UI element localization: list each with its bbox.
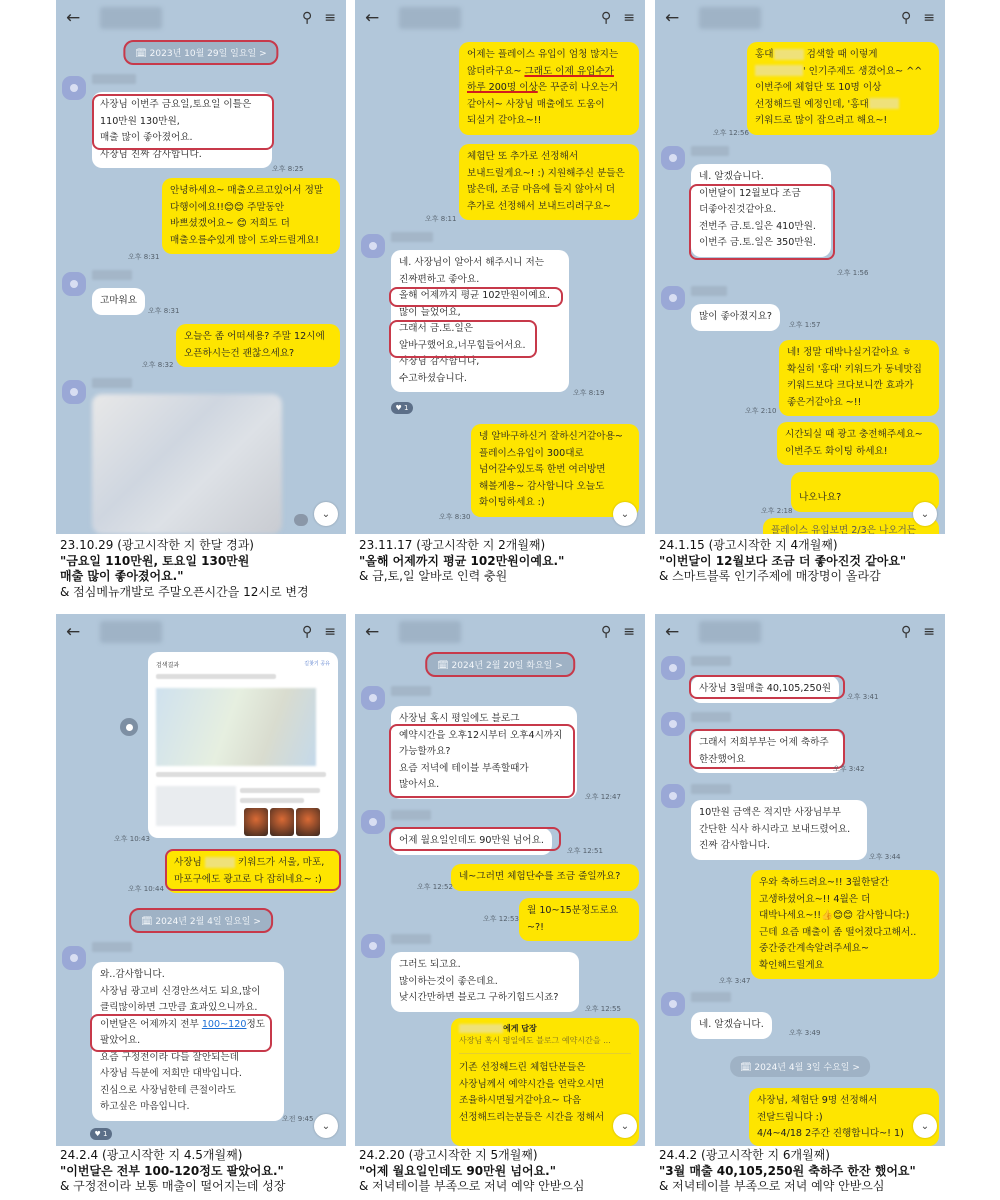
message-line: 어제는 플레이스 유입이 엄청 많지는 — [467, 49, 619, 60]
message-line: 진짜편하고 좋아요. — [399, 273, 480, 285]
scroll-down-button[interactable]: ⌄ — [613, 1114, 637, 1138]
chat-screen — [655, 0, 945, 534]
timestamp: 오후 12:55 — [585, 1005, 621, 1013]
blurred-line — [156, 772, 326, 777]
message-line: 사장님께서 예약시간을 연락오시면 — [459, 1078, 605, 1090]
message-line: 좋은거같아요 ~!! — [787, 396, 862, 408]
message-bubble-received: 네. 알겠습니다. — [691, 1012, 772, 1039]
message-line: 선정해드리는분들은 시간을 정해서 — [459, 1111, 605, 1123]
back-arrow-icon[interactable]: ← — [365, 622, 380, 642]
message-bubble-sent — [749, 1088, 939, 1146]
message-line: 가능할까요? — [399, 746, 451, 757]
message-line: 사장님 감사합니다, — [399, 356, 480, 367]
caption-note: & 스마트블록 인기주제에 매장명이 올라감 — [659, 569, 881, 583]
message-line: 보내드릴게요~! :) 지원해주신 분들은 — [467, 167, 625, 179]
message-line: 사장님 득분에 저희만 대박입니다. — [100, 1068, 242, 1079]
timestamp: 오후 8:25 — [272, 165, 304, 173]
menu-icon[interactable]: ≡ — [923, 624, 935, 640]
back-arrow-icon[interactable]: ← — [66, 8, 81, 28]
message-line: 이번달이 12월보다 조금 — [699, 187, 801, 199]
message-line: 진심으로 사장님한테 큰절이라도 — [100, 1084, 236, 1096]
timestamp: 오후 12:52 — [417, 883, 453, 891]
avatar[interactable] — [62, 380, 86, 404]
caption-date: 23.10.29 (광고시작한 지 한달 경과) — [60, 538, 254, 552]
message-line: 매출오를수있게 많이 도와드릴게요! — [170, 234, 319, 246]
highlight-box — [389, 827, 561, 851]
message-bubble-sent — [162, 178, 340, 254]
date-divider[interactable]: 🗓 2024년 2월 4일 일요일 > — [129, 908, 273, 933]
text: 이번달은 어제까지 전부 — [100, 1018, 202, 1030]
caption-date: 24.2.4 (광고시작한 지 4.5개월째) — [60, 1148, 243, 1162]
highlight-box — [689, 675, 845, 699]
name-blurred — [459, 1024, 503, 1033]
chat-header — [355, 0, 645, 36]
message-bubble-received: 어제 월요일인데도 90만원 넘어요. — [391, 828, 552, 855]
message-line: 바쁘셨겠어요~ 😊 저희도 더 — [170, 218, 290, 229]
text: 선정해드릴 예정인데, '홍대 — [755, 98, 869, 110]
caption-note: & 구정전이라 보통 매출이 떨어지는데 성장 — [60, 1179, 286, 1193]
message-line: 그래서 저희부부는 어제 축하주 — [699, 737, 829, 748]
message-line: 많이 늘었어요, — [399, 306, 461, 318]
message-line: 사장님 이번주 금요일,토요일 이틀은 — [100, 99, 252, 110]
chat-screen — [56, 0, 346, 534]
card-link[interactable]: 길찾기 공유 — [304, 661, 330, 667]
scroll-down-button[interactable]: ⌄ — [314, 1114, 338, 1138]
underlined-text: 그래도 이제 유입수가 — [524, 65, 614, 77]
message-line: 오픈하시는건 괜찮으세요? — [184, 347, 295, 359]
timestamp: 오후 8:32 — [142, 361, 174, 369]
caption — [659, 1148, 959, 1195]
timestamp: 오후 3:49 — [789, 1029, 821, 1037]
timestamp: 오후 3:44 — [869, 853, 901, 861]
timestamp: 오후 8:31 — [148, 307, 180, 315]
message-line: 네. 알겠습니다. — [699, 171, 764, 182]
message-line — [755, 97, 931, 114]
message-line: 하고싶은 마음입니다. — [100, 1101, 190, 1112]
caption-date: 24.4.2 (광고시작한 지 6개월째) — [659, 1148, 830, 1162]
text: 홍대 — [755, 49, 774, 60]
avatar[interactable] — [62, 272, 86, 296]
avatar[interactable] — [62, 946, 86, 970]
message-line: 110만원 130만원, — [100, 115, 180, 127]
text: 키워드가 서울, 마포, — [234, 857, 325, 868]
message-line: 조율하시면될거같아요~ 다음 — [459, 1095, 582, 1106]
sender-name-blurred — [691, 992, 731, 1002]
message-line: 마포구에도 광고로 다 잡히네요~ :) — [174, 873, 322, 885]
sender-name-blurred — [92, 378, 132, 388]
sender-name-blurred — [92, 74, 136, 84]
message-line: 4/4~4/18 2주간 진행합니다~! 1) — [757, 1128, 904, 1139]
timestamp: 오전 9:45 — [282, 1115, 314, 1123]
timestamp: 오후 12:47 — [585, 793, 621, 801]
scroll-down-button[interactable]: ⌄ — [913, 502, 937, 526]
back-arrow-icon[interactable]: ← — [665, 8, 680, 28]
message-line: 오늘은 좀 어떠세용? 주말 12시에 — [184, 331, 325, 342]
map-thumbnail[interactable] — [156, 688, 316, 766]
highlight-box — [90, 1014, 272, 1052]
timestamp: 오후 12:51 — [567, 847, 603, 855]
sender-name-blurred — [391, 232, 433, 242]
message-line — [755, 47, 931, 64]
caption-quote: "이번달이 12월보다 조금 더 좋아진것 같아요" — [659, 553, 907, 568]
caption — [60, 538, 360, 600]
timestamp: 오후 3:41 — [847, 693, 879, 701]
avatar[interactable] — [661, 784, 685, 808]
highlight-box — [689, 184, 835, 260]
chat-title-blurred — [399, 621, 461, 643]
chat-header — [56, 0, 346, 36]
avatar[interactable] — [361, 686, 385, 710]
message-line: 낮시간만하면 블로그 구하기힘드시죠? — [399, 992, 559, 1003]
message-line: 와..감사합니다. — [100, 969, 165, 980]
highlight-box — [389, 724, 575, 798]
avatar[interactable] — [361, 810, 385, 834]
message-line: 추가로 선정해서 보내드리려구요~ — [467, 200, 611, 212]
message-line: 시간되실 때 광고 충전해주세요~ — [785, 429, 923, 440]
message-line: 사장님 광고비 신경안쓰셔도 되요,많이 — [100, 985, 261, 997]
message-line: 이번주에 체험단 또 10명 이상 — [755, 82, 882, 93]
highlight-box — [165, 849, 341, 891]
message-line: 화이팅하세요 :) — [479, 497, 545, 508]
message-line: 그러도 되고요. — [399, 959, 461, 970]
caption-quote: 매출 많이 좋아졌어요." — [60, 569, 184, 583]
search-icon[interactable]: ⚲ — [302, 10, 313, 26]
menu-icon[interactable]: ≡ — [324, 10, 336, 26]
message-bubble-sent — [779, 340, 939, 416]
message-line: 그래서 금.토.일은 — [399, 323, 474, 334]
message-bubble-received: 고마워요 — [92, 288, 145, 315]
message-line: 10만원 금액은 적지만 사장님부부 — [699, 807, 841, 818]
message-line: 확인해드릴게요 — [759, 959, 824, 971]
timestamp: 오후 12:56 — [713, 129, 749, 137]
message-line: 우와 축하드려요~!! 3월한달간 — [759, 877, 889, 888]
message-line: 근데 요즘 매출이 좀 떨어졌다고해서.. — [759, 926, 917, 938]
message-line: 수고하셨습니다. — [399, 372, 467, 384]
timestamp: 오후 1:57 — [789, 321, 821, 329]
timestamp: 오후 8:31 — [128, 253, 160, 261]
message-line: 같아서~ 사장님 매출에도 도움이 — [467, 98, 605, 110]
share-icon[interactable] — [120, 718, 138, 736]
chat-title-blurred — [399, 7, 461, 29]
message-line: 키워드로 많이 잡으려고 해요~! — [755, 115, 888, 126]
message-line: 네. 사장님이 알아서 해주시니 저는 — [399, 257, 544, 268]
timestamp: 오후 10:43 — [114, 835, 150, 843]
message-line: 안녕하세요~ 매출오르고있어서 정말 — [170, 185, 324, 196]
avatar[interactable] — [361, 934, 385, 958]
text: 은 꾸준히 나오는거 — [537, 82, 618, 93]
keyword-blurred — [774, 49, 804, 60]
message-bubble-sent — [747, 42, 939, 135]
message-line: 올해 어제까지 평균 102만원이예요. — [399, 290, 550, 301]
reply-header — [459, 1023, 631, 1035]
message-line: 키워드보다 크다보니깐 효과가 — [787, 380, 914, 391]
message-bubble-sent: 나오나요? — [791, 472, 939, 512]
chat-title-blurred — [699, 621, 761, 643]
caption-quote: "어제 월요일인데도 90만원 넘어요." — [359, 1163, 556, 1178]
chat-header — [655, 0, 945, 36]
timestamp: 오후 8:19 — [573, 389, 605, 397]
message-line: 고생하셨어요~!! 4월은 더 — [759, 893, 871, 905]
sender-name-blurred — [391, 934, 431, 944]
search-result-card[interactable] — [148, 652, 338, 838]
caption-quote: "올해 어제까지 평균 102만원이예요." — [359, 553, 565, 568]
date-divider[interactable]: 🗓 2023년 10월 29일 일요일 > — [123, 40, 278, 65]
back-arrow-icon[interactable]: ← — [665, 622, 680, 642]
message-line: 많이하는것이 좋은데요. — [399, 975, 498, 987]
message-line: 간단한 식사 하시라고 보내드렸어요. — [699, 823, 851, 835]
blurred-line — [156, 674, 276, 679]
blurred-line — [240, 798, 304, 803]
message-line: 되실거 같아요~!! — [467, 115, 542, 126]
reaction-badge[interactable]: ♥ 1 — [391, 402, 413, 414]
menu-icon[interactable]: ≡ — [324, 624, 336, 640]
message-line: 요즘 구정전이라 다들 잘안되는데 — [100, 1051, 239, 1063]
text: 검색할 때 이렇게 — [803, 49, 878, 60]
sender-name-blurred — [691, 712, 731, 722]
avatar[interactable] — [661, 286, 685, 310]
message-bubble-sent — [471, 424, 639, 517]
caption — [359, 1148, 659, 1195]
message-bubble-sent: 플레이스 유입보면 2/3은 나오거든 — [763, 518, 939, 534]
caption-date: 24.1.15 (광고시작한 지 4개월째) — [659, 538, 838, 552]
chat-screen — [655, 614, 945, 1146]
message-line: 중간중간계속알려주세요~ — [759, 943, 869, 954]
timestamp: 오후 8:11 — [425, 215, 457, 223]
message-line: 요즘 저녁에 테이블 부족할때가 — [399, 762, 529, 774]
message-line: 다행이에요!!😊😊 주말동안 — [170, 201, 285, 213]
message-line: 사장님, 체험단 9명 선정해서 — [757, 1095, 878, 1106]
chat-title-blurred — [100, 7, 162, 29]
message-line: 해볼게용~ 감사합니다 오늘도 — [479, 480, 605, 492]
message-line — [467, 80, 631, 97]
text: 않더라구요~ — [467, 65, 525, 77]
sender-name-blurred — [92, 942, 132, 952]
timestamp: 오후 2:10 — [745, 407, 777, 415]
message-line: 많아서요. — [399, 779, 440, 790]
message-line: 클릭많이하면 그만큼 효과있으니까요. — [100, 1002, 258, 1013]
message-line: 한잔했어요 — [699, 753, 746, 765]
message-line: 기존 선정해드린 체험단분들은 — [459, 1062, 586, 1073]
caption-quote: "이번달은 전부 100-120정도 팔았어요." — [60, 1163, 284, 1178]
message-bubble-sent — [751, 870, 939, 979]
message-bubble-received — [691, 800, 867, 860]
message-line: 진짜 감사합니다. — [699, 840, 770, 851]
highlight-box — [92, 94, 274, 150]
search-icon[interactable]: ⚲ — [601, 624, 612, 640]
message-line — [755, 64, 931, 81]
blurred-line — [240, 788, 320, 793]
message-line: 확실히 '홍대' 키워드가 동네맛집 — [787, 363, 922, 375]
message-line: 이번주 금.토.일은 350만원. — [699, 237, 816, 248]
message-line: 많은데, 조금 마음에 들지 않아서 더 — [467, 184, 616, 195]
message-line: 플레이스유입이 300대로 — [479, 447, 584, 459]
message-line: 전번주 금.토.일은 410만원. — [699, 220, 816, 232]
message-line: 사장님 진짜 감사합니다. — [100, 148, 202, 160]
avatar[interactable] — [661, 146, 685, 170]
text: 정도 — [246, 1018, 266, 1030]
text: ' 인기주제도 생겼어요~ ^^ — [803, 65, 923, 77]
message-line: 넘어갈수있도록 한번 여러방면 — [479, 464, 606, 475]
reply-target: 에게 답장 — [503, 1024, 537, 1033]
blurred-thumbnail — [156, 786, 236, 826]
back-arrow-icon[interactable]: ← — [66, 622, 81, 642]
highlight-box — [389, 287, 563, 307]
caption-quote: "금요일 110만원, 토요일 130만원 — [60, 553, 250, 568]
sender-name-blurred — [691, 286, 727, 296]
avatar[interactable] — [62, 76, 86, 100]
highlight-box — [389, 320, 537, 358]
chat-header — [655, 614, 945, 650]
reply-message-bubble — [451, 1018, 639, 1146]
message-bubble-received: 많이 좋아졌지요? — [691, 304, 780, 331]
avatar[interactable] — [661, 656, 685, 680]
caption-note: & 저녁테이블 부족으로 저녁 예약 안받으심 — [359, 1179, 585, 1193]
chat-screen — [355, 0, 645, 534]
message-line — [467, 64, 631, 81]
avatar[interactable] — [361, 234, 385, 258]
timestamp: 오후 3:47 — [719, 977, 751, 985]
message-line: 네! 정말 대박나실거같아요 ㅎ — [787, 347, 912, 358]
date-divider[interactable]: 🗓 2024년 2월 20일 화요일 > — [425, 652, 575, 677]
caption-date: 23.11.17 (광고시작한 지 2개월째) — [359, 538, 546, 552]
message-line: 사장님 혹시 평일에도 블로그 — [399, 713, 520, 724]
message-bubble-received — [391, 952, 579, 1012]
chat-header — [56, 614, 346, 650]
timestamp: 오후 8:30 — [439, 513, 471, 521]
caption-note: & 금,토,일 알바로 인력 충원 — [359, 569, 508, 583]
chat-title-blurred — [100, 621, 162, 643]
menu-icon[interactable]: ≡ — [923, 10, 935, 26]
highlight-box — [689, 729, 845, 769]
search-icon[interactable]: ⚲ — [901, 624, 912, 640]
menu-icon[interactable]: ≡ — [623, 624, 635, 640]
divider — [459, 1053, 631, 1054]
food-photo[interactable] — [270, 808, 294, 836]
caption-note: & 점심메뉴개발로 주말오픈시간을 12시로 변경 — [60, 584, 309, 599]
scroll-down-button[interactable]: ⌄ — [913, 1114, 937, 1138]
timestamp: 오후 2:18 — [761, 507, 793, 515]
underlined-text: 하루 200명 이상 — [467, 82, 538, 93]
timestamp: 오후 3:42 — [833, 765, 865, 773]
caption — [359, 538, 659, 585]
food-photo[interactable] — [296, 808, 320, 836]
message-bubble-sent: 네~그러면 체험단수를 조금 줄일까요? — [451, 864, 639, 891]
sender-name-blurred — [391, 810, 431, 820]
timestamp: 오후 10:44 — [128, 885, 164, 893]
scroll-down-button[interactable]: ⌄ — [613, 502, 637, 526]
message-bubble-sent — [777, 422, 939, 465]
text: 사장님 — [174, 857, 202, 868]
timestamp: 오후 1:56 — [837, 269, 869, 277]
message-bubble-sent — [176, 324, 340, 367]
sender-name-blurred — [391, 686, 431, 696]
search-icon[interactable]: ⚲ — [302, 624, 313, 640]
chat-screen — [56, 614, 346, 1146]
keyword-blurred — [869, 98, 899, 109]
chat-header — [355, 614, 645, 650]
date-divider[interactable]: 🗓 2024년 4월 3일 수요일 > — [730, 1056, 870, 1077]
scroll-down-button[interactable]: ⌄ — [314, 502, 338, 526]
caption — [60, 1148, 360, 1195]
timestamp: 오후 12:53 — [483, 915, 519, 923]
message-bubble-sent: 월 10~15분정도로요~?! — [519, 898, 639, 941]
chat-title-blurred — [699, 7, 761, 29]
reaction-badge[interactable]: ♥ 1 — [90, 1128, 112, 1140]
link-text[interactable]: 100~120 — [201, 1018, 247, 1030]
message-line: 알바구했어요,너무힘들어서요. — [399, 339, 526, 351]
avatar[interactable] — [661, 712, 685, 736]
avatar[interactable] — [661, 992, 685, 1016]
food-photo[interactable] — [244, 808, 268, 836]
sender-name-blurred — [92, 270, 132, 280]
caption-quote: "3월 매출 40,105,250원 축하주 한잔 했어요" — [659, 1163, 916, 1178]
message-line: 대박나세요~!!👍😊😊 감사합니다:) — [759, 910, 910, 921]
message-line: 더좋아진것같아요. — [699, 204, 777, 215]
search-icon[interactable]: ⚲ — [901, 10, 912, 26]
reply-quote[interactable]: 사장님 혹시 평일에도 블로그 예약시간을 ... — [459, 1036, 611, 1045]
message-line: 예약시간을 오후12시부터 오후4시까지 — [399, 729, 563, 741]
sender-name-blurred — [691, 656, 731, 666]
blurred-photo[interactable] — [92, 394, 282, 534]
card-title: 검색결과 — [156, 662, 180, 669]
sender-name-blurred — [691, 784, 731, 794]
caption-note: & 저녁테이블 부족으로 저녁 예약 안받으심 — [659, 1179, 885, 1193]
message-bubble-sent — [459, 144, 639, 220]
back-arrow-icon[interactable]: ← — [365, 8, 380, 28]
caption-date: 24.2.20 (광고시작한 지 5개월째) — [359, 1148, 538, 1162]
message-line: 넹 알바구하신거 잘하신거같아용~ — [479, 431, 623, 442]
message-line: 전달드립니다 :) — [757, 1111, 823, 1123]
message-bubble-sent — [459, 42, 639, 135]
message-line: 이번주도 화이팅 하세요! — [785, 445, 888, 457]
sender-name-blurred — [691, 146, 729, 156]
keyword-blurred — [755, 65, 803, 76]
message-line: 팔았어요. — [100, 1035, 141, 1046]
message-line: 매출 많이 좋아졌어요. — [100, 132, 193, 143]
message-line: 체험단 또 추가로 선정해서 — [467, 151, 579, 162]
message-bubble-received: 사장님 3월매출 40,105,250원 — [691, 676, 839, 703]
caption — [659, 538, 959, 585]
chat-bubble-icon[interactable] — [294, 514, 308, 526]
search-icon[interactable]: ⚲ — [601, 10, 612, 26]
menu-icon[interactable]: ≡ — [623, 10, 635, 26]
chat-screen — [355, 614, 645, 1146]
